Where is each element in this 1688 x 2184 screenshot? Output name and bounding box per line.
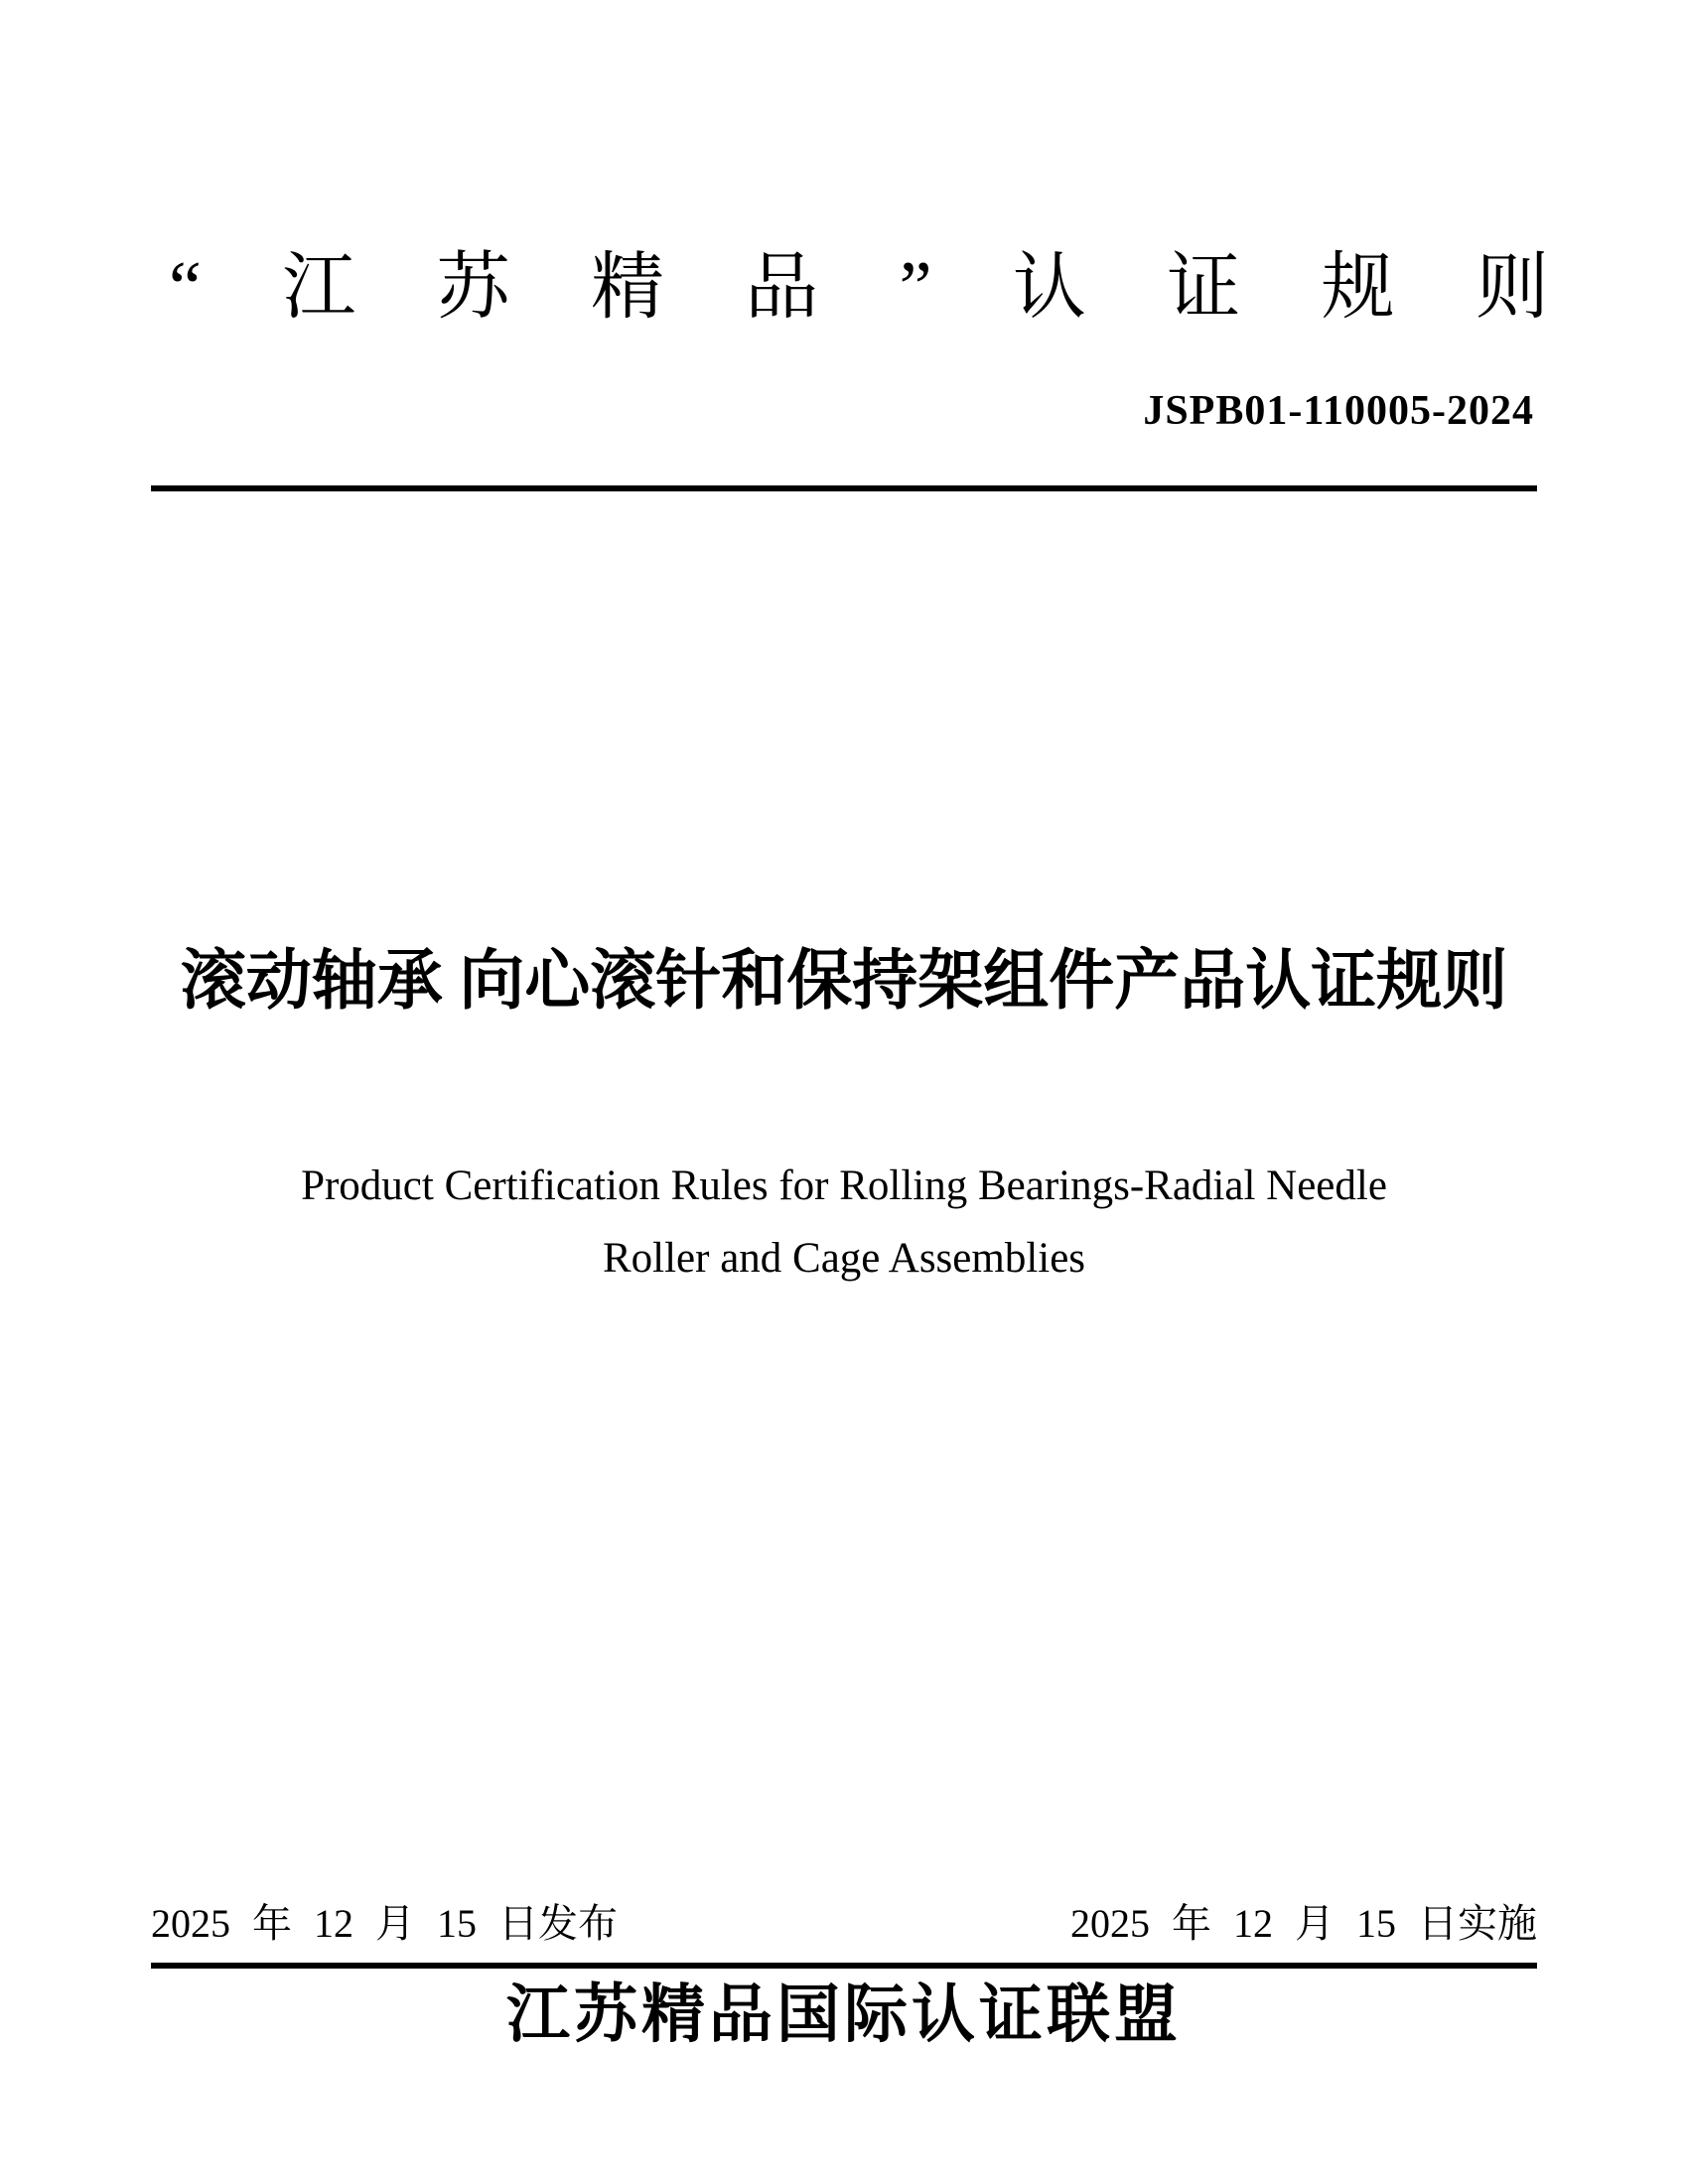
product-title-english-line2: Roller and Cage Assemblies [602, 1235, 1086, 1282]
series-title [169, 248, 1549, 329]
top-divider-line [151, 485, 1537, 491]
implementation-date: 2025 年 12 月 15 日实施 [1070, 1901, 1537, 1946]
bottom-divider-line [151, 1963, 1537, 1969]
issue-date: 2025 年 12 月 15 日发布 [151, 1901, 618, 1946]
issuing-organization: 江苏精品国际认证联盟 [506, 1979, 1182, 2050]
series-title-char: 精 [590, 247, 664, 329]
series-title-char: 证 [1167, 247, 1241, 329]
series-title-char: 苏 [436, 247, 510, 329]
series-title-char: 认 [1012, 247, 1086, 329]
series-title-char: 则 [1475, 247, 1549, 329]
series-title-char: 品 [745, 247, 819, 329]
product-title-english [0, 1150, 1688, 1295]
product-title-chinese: 滚动轴承 向心滚针和保持架组件产品认证规则 [180, 945, 1508, 1018]
series-title-char: 规 [1321, 247, 1395, 329]
series-title-char: 江 [282, 247, 356, 329]
product-title-english-line1: Product Certification Rules for Rolling Bearings-Radial Needle [301, 1162, 1387, 1209]
document-number: JSPB01-110005-2024 [1143, 388, 1534, 434]
dates-row [151, 1900, 1537, 1948]
series-title-char: “ [169, 247, 202, 329]
series-title-char: ” [899, 247, 932, 329]
